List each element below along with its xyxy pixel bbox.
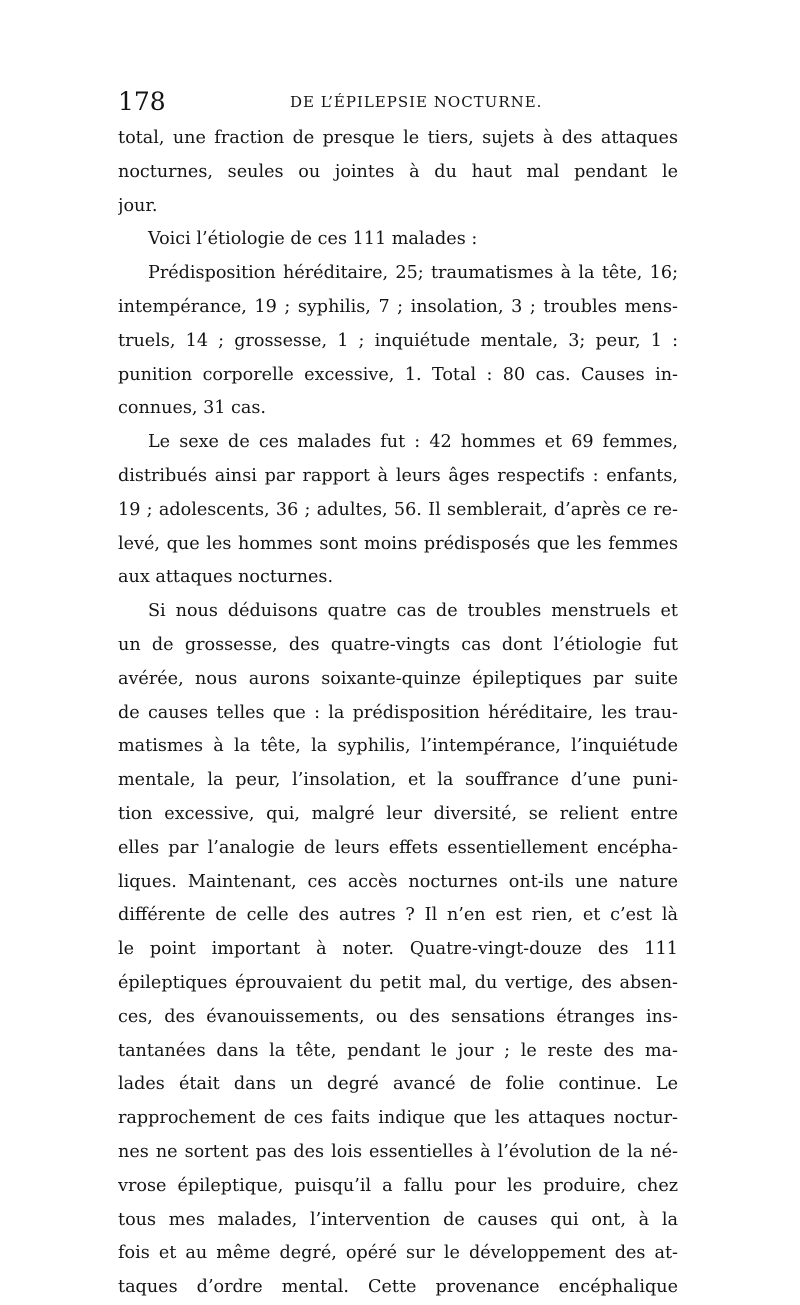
- body-text: [118, 122, 678, 1305]
- text-line: nocturnes, seules ou jointes à du haut mal pendant le: [118, 161, 678, 182]
- page-number: 178: [118, 87, 166, 116]
- text-line: levé, que les hommes sont moins prédisposés que les femmes: [118, 533, 678, 554]
- text-line: mentale, la peur, l’insolation, et la souffrance d’une puni-: [118, 770, 678, 791]
- text-line: tion excessive, qui, malgré leur diversité, se relient entre: [118, 803, 678, 824]
- text-line: fois et au même degré, opéré sur le développement des at-: [118, 1243, 678, 1264]
- text-line: liques. Maintenant, ces accès nocturnes ont-ils une nature: [118, 871, 678, 892]
- text-line: aux attaques nocturnes.: [118, 567, 334, 588]
- text-line: le point important à noter. Quatre-vingt-douze des 111: [118, 939, 678, 960]
- text-line: Prédisposition héréditaire, 25; traumatismes à la tête, 16;: [148, 263, 678, 284]
- text-line: avérée, nous aurons soixante-quinze épileptiques par suite: [118, 668, 678, 689]
- text-line: truels, 14 ; grossesse, 1 ; inquiétude mentale, 3; peur, 1 :: [118, 330, 678, 351]
- text-line: 19 ; adolescents, 36 ; adultes, 56. Il semblerait, d’après ce re-: [118, 499, 678, 520]
- text-line: elles par l’analogie de leurs effets essentiellement encépha-: [118, 837, 678, 858]
- text-line: matismes à la tête, la syphilis, l’intempérance, l’inquiétude: [118, 736, 678, 757]
- text-line: taques d’ordre mental. Cette provenance encéphalique: [118, 1277, 678, 1298]
- text-line: tantanées dans la tête, pendant le jour ; le reste des ma-: [118, 1040, 678, 1061]
- text-line: un de grossesse, des quatre-vingts cas dont l’étiologie fut: [118, 634, 678, 655]
- text-line: Le sexe de ces malades fut : 42 hommes et 69 femmes,: [148, 432, 678, 453]
- text-line: tous mes malades, l’intervention de causes qui ont, à la: [118, 1209, 678, 1230]
- running-title: DE L’ÉPILEPSIE NOCTURNE.: [290, 93, 543, 111]
- text-line: ces, des évanouissements, ou des sensations étranges ins-: [118, 1006, 678, 1027]
- text-line: épileptiques éprouvaient du petit mal, du vertige, des absen-: [118, 972, 678, 993]
- text-line: de causes telles que : la prédisposition héréditaire, les trau-: [118, 702, 678, 723]
- text-line: distribués ainsi par rapport à leurs âges respectifs : enfants,: [118, 465, 678, 486]
- text-line: intempérance, 19 ; syphilis, 7 ; insolation, 3 ; troubles mens-: [118, 296, 678, 317]
- text-line: vrose épileptique, puisqu’il a fallu pour les produire, chez: [118, 1175, 678, 1196]
- text-line: lades était dans un degré avancé de folie continue. Le: [118, 1074, 678, 1095]
- text-line: Si nous déduisons quatre cas de troubles menstruels et: [148, 601, 678, 622]
- text-line: total, une fraction de presque le tiers, sujets à des attaques: [118, 128, 678, 148]
- text-line: jour.: [118, 195, 158, 216]
- text-line: connues, 31 cas.: [118, 398, 267, 419]
- text-line: Voici l’étiologie de ces 111 malades :: [148, 229, 478, 250]
- running-header: [118, 84, 678, 120]
- text-line: punition corporelle excessive, 1. Total : 80 cas. Causes in-: [118, 364, 678, 385]
- text-line: rapprochement de ces faits indique que les attaques noctur-: [118, 1108, 678, 1129]
- text-line: différente de celle des autres ? Il n’en est rien, et c’est là: [118, 905, 678, 926]
- text-line: nes ne sortent pas des lois essentielles à l’évolution de la né-: [118, 1141, 678, 1162]
